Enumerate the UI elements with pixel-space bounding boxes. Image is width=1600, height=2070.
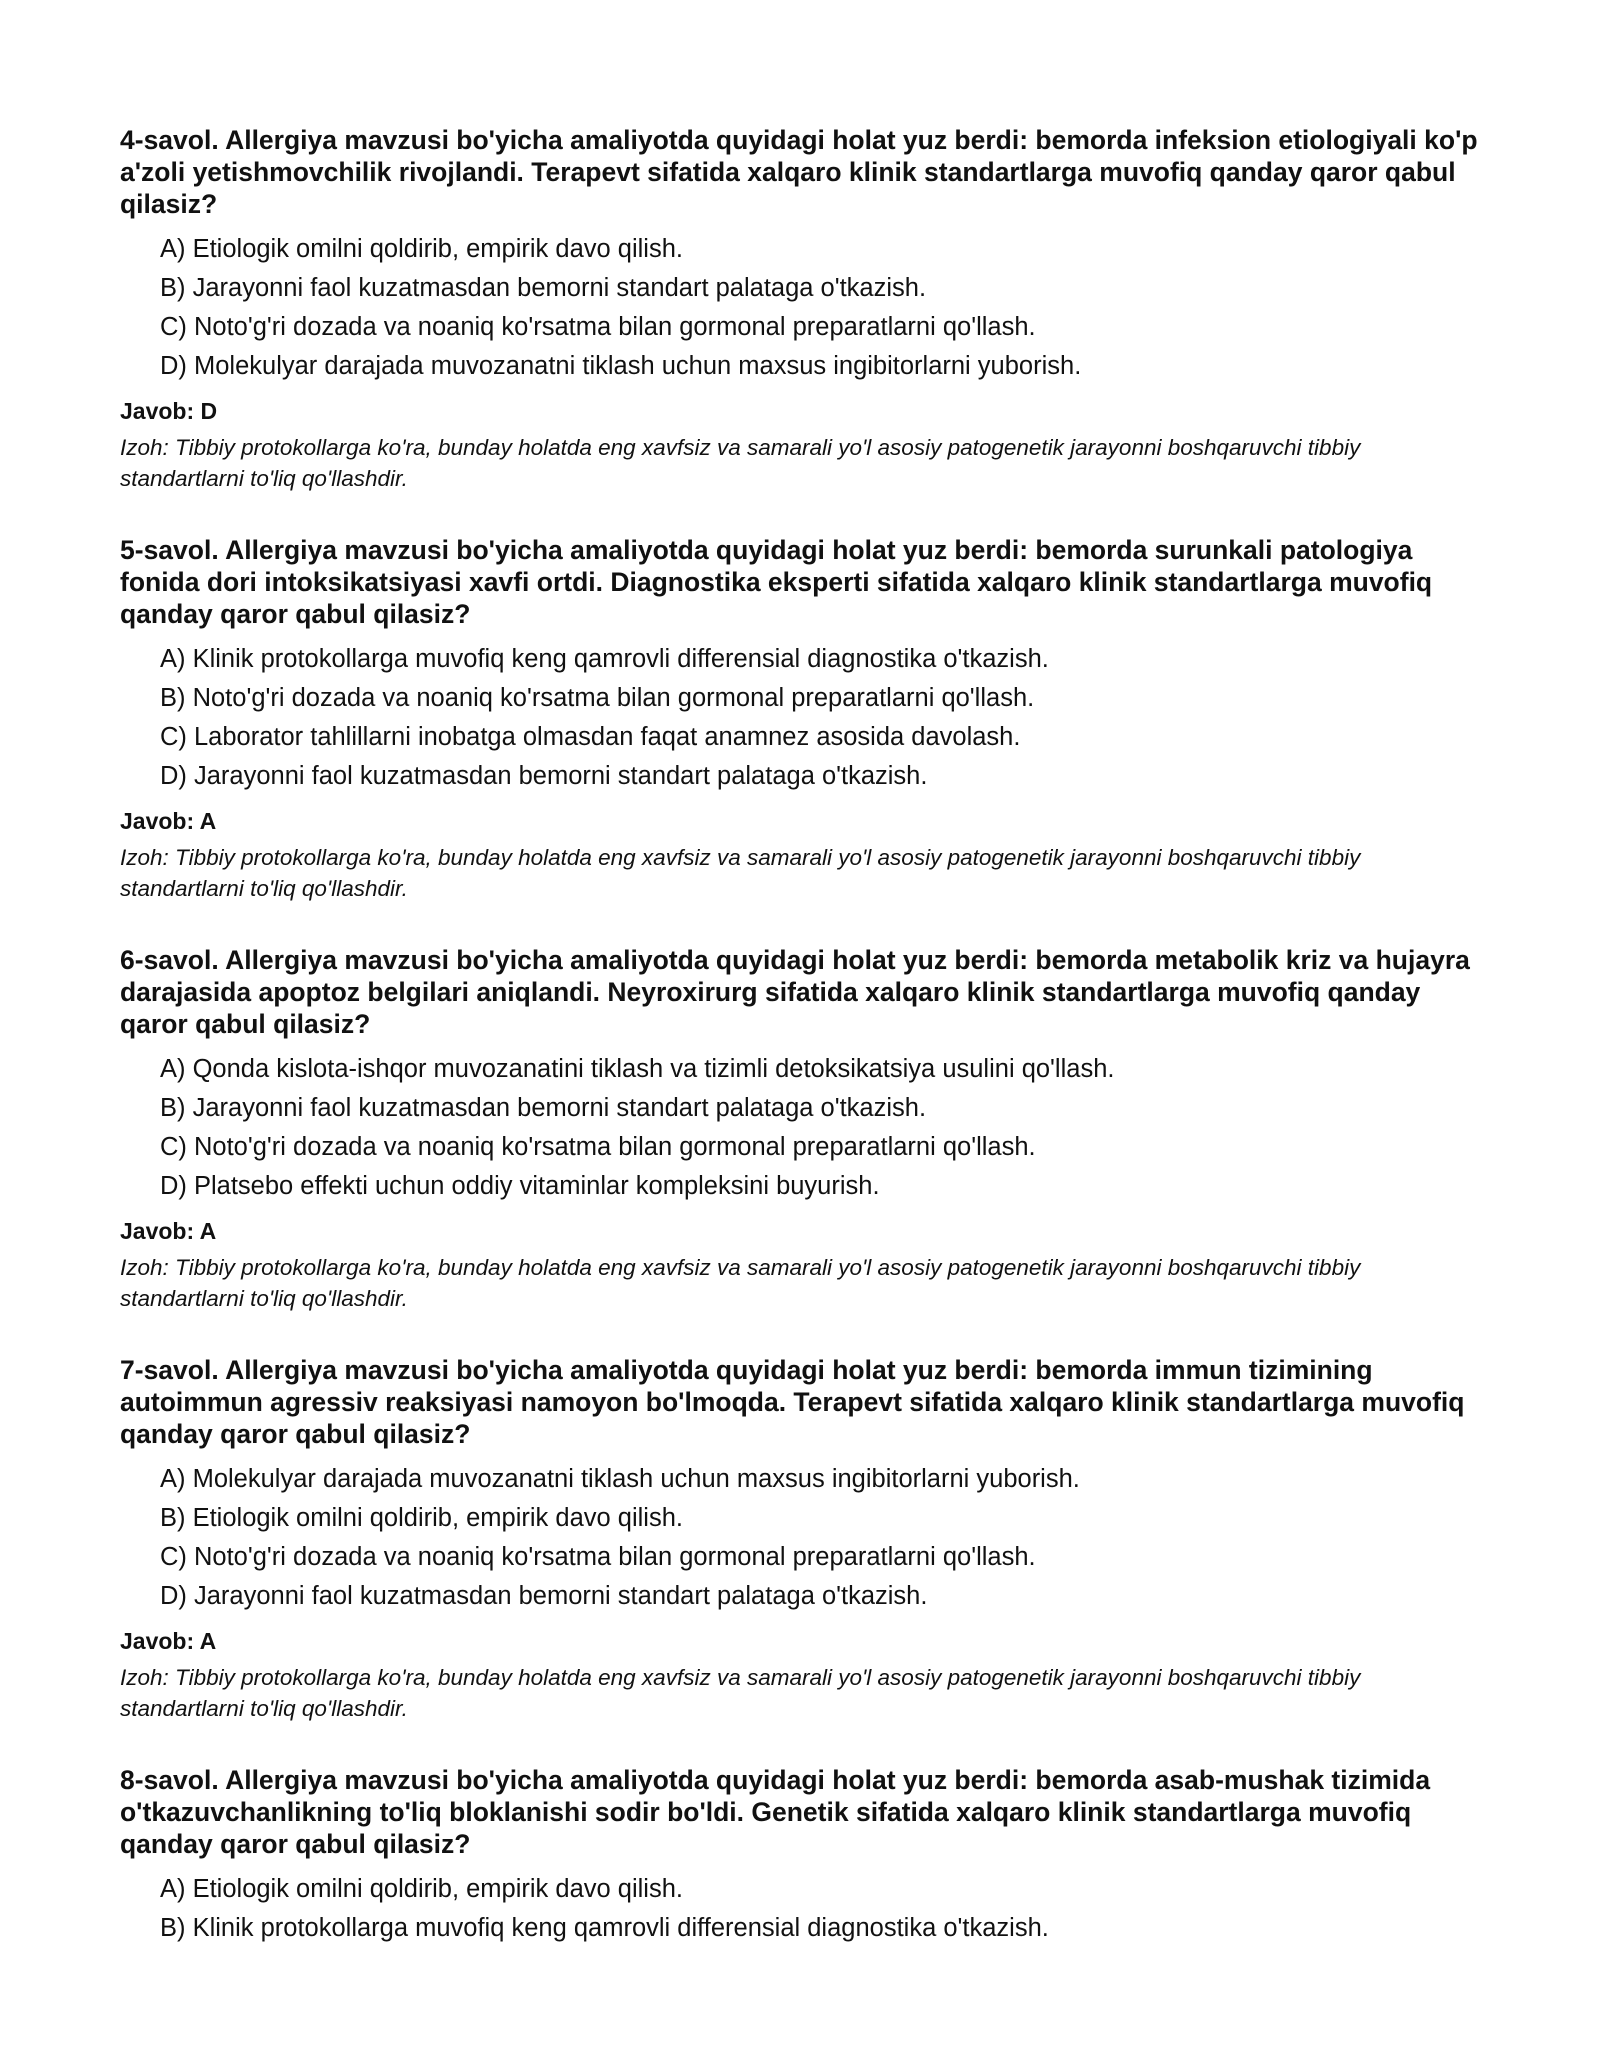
option-b: B) Etiologik omilni qoldirib, empirik davo qilish. [160,1504,683,1532]
answer-options [120,1460,1490,1616]
option-a: A) Etiologik omilni qoldirib, empirik davo qilish. [160,235,683,263]
question-block-5 [120,534,1490,904]
explanation-note: Izoh: Tibbiy protokollarga ko'ra, bunday holatda eng xavfsiz va samarali yo'l asosiy patogenetik jarayonni boshqaruvchi tibbiy standartlarni to'liq qo'llashdir. [120,1665,1361,1721]
option-a: A) Qonda kislota-ishqor muvozanatini tiklash va tizimli detoksikatsiya usulini qo'llash. [160,1055,1115,1083]
option-d: D) Molekulyar darajada muvozanatni tiklash uchun maxsus ingibitorlarni yuborish. [160,352,1082,380]
option-b: B) Jarayonni faol kuzatmasdan bemorni standart palataga o'tkazish. [160,274,927,302]
question-text: 5-savol. Allergiya mavzusi bo'yicha amaliyotda quyidagi holat yuz berdi: bemorda surunkali patologiya fonida dori intoksikatsiyasi xavfi ortdi. Diagnostika eksperti sifatida xalqaro klinik standartlarga muvofiq qanday qaror qabul qilasiz? [120,535,1433,629]
question-text: 7-savol. Allergiya mavzusi bo'yicha amaliyotda quyidagi holat yuz berdi: bemorda immun tizimining autoimmun agressiv reaksiyasi namoyon bo'lmoqda. Terapevt sifatida xalqaro klinik standartlarga muvofiq qanday qaror qabul qilasiz? [120,1355,1465,1449]
option-d: D) Jarayonni faol kuzatmasdan bemorni standart palataga o'tkazish. [160,1582,928,1610]
answer-label: Javob: A [120,1628,217,1654]
explanation-note: Izoh: Tibbiy protokollarga ko'ra, bunday holatda eng xavfsiz va samarali yo'l asosiy patogenetik jarayonni boshqaruvchi tibbiy standartlarni to'liq qo'llashdir. [120,1255,1361,1311]
answer-label: Javob: A [120,1218,217,1244]
option-a: A) Klinik protokollarga muvofiq keng qamrovli differensial diagnostika o'tkazish. [160,645,1049,673]
answer-options [120,640,1490,796]
option-d: D) Platsebo effekti uchun oddiy vitaminlar kompleksini buyurish. [160,1172,880,1200]
answer-options [120,1870,1490,1948]
question-block-7 [120,1354,1490,1724]
question-block-6 [120,944,1490,1314]
option-d: D) Jarayonni faol kuzatmasdan bemorni standart palataga o'tkazish. [160,762,928,790]
option-c: C) Noto'g'ri dozada va noaniq ko'rsatma bilan gormonal preparatlarni qo'llash. [160,1543,1036,1571]
explanation-note: Izoh: Tibbiy protokollarga ko'ra, bunday holatda eng xavfsiz va samarali yo'l asosiy patogenetik jarayonni boshqaruvchi tibbiy standartlarni to'liq qo'llashdir. [120,845,1361,901]
option-a: A) Molekulyar darajada muvozanatni tiklash uchun maxsus ingibitorlarni yuborish. [160,1465,1080,1493]
document-page [120,124,1490,1988]
question-text: 6-savol. Allergiya mavzusi bo'yicha amaliyotda quyidagi holat yuz berdi: bemorda metabolik kriz va hujayra darajasida apoptoz belgilari aniqlandi. Neyroxirurg sifatida xalqaro klinik standartlarga muvofiq qanday qaror qabul qilasiz? [120,945,1470,1039]
answer-label: Javob: D [120,398,218,424]
answer-options [120,1050,1490,1206]
option-b: B) Noto'g'ri dozada va noaniq ko'rsatma bilan gormonal preparatlarni qo'llash. [160,684,1035,712]
option-b: B) Klinik protokollarga muvofiq keng qamrovli differensial diagnostika o'tkazish. [160,1914,1049,1942]
explanation-note: Izoh: Tibbiy protokollarga ko'ra, bunday holatda eng xavfsiz va samarali yo'l asosiy patogenetik jarayonni boshqaruvchi tibbiy standartlarni to'liq qo'llashdir. [120,435,1361,491]
answer-label: Javob: A [120,808,217,834]
question-block-8 [120,1764,1490,1948]
option-b: B) Jarayonni faol kuzatmasdan bemorni standart palataga o'tkazish. [160,1094,927,1122]
answer-options [120,230,1490,386]
option-c: C) Noto'g'ri dozada va noaniq ko'rsatma bilan gormonal preparatlarni qo'llash. [160,1133,1036,1161]
option-c: C) Noto'g'ri dozada va noaniq ko'rsatma bilan gormonal preparatlarni qo'llash. [160,313,1036,341]
question-block-4 [120,124,1490,494]
option-a: A) Etiologik omilni qoldirib, empirik davo qilish. [160,1875,683,1903]
question-text: 8-savol. Allergiya mavzusi bo'yicha amaliyotda quyidagi holat yuz berdi: bemorda asab-mushak tizimida o'tkazuvchanlikning to'liq bloklanishi sodir bo'ldi. Genetik sifatida xalqaro klinik standartlarga muvofiq qanday qaror qabul qilasiz? [120,1765,1431,1859]
option-c: C) Laborator tahlillarni inobatga olmasdan faqat anamnez asosida davolash. [160,723,1021,751]
question-text: 4-savol. Allergiya mavzusi bo'yicha amaliyotda quyidagi holat yuz berdi: bemorda infeksion etiologiyali ko'p a'zoli yetishmovchilik rivojlandi. Terapevt sifatida xalqaro klinik standartlarga muvofiq qanday qaror qabul qilasiz? [120,125,1478,219]
